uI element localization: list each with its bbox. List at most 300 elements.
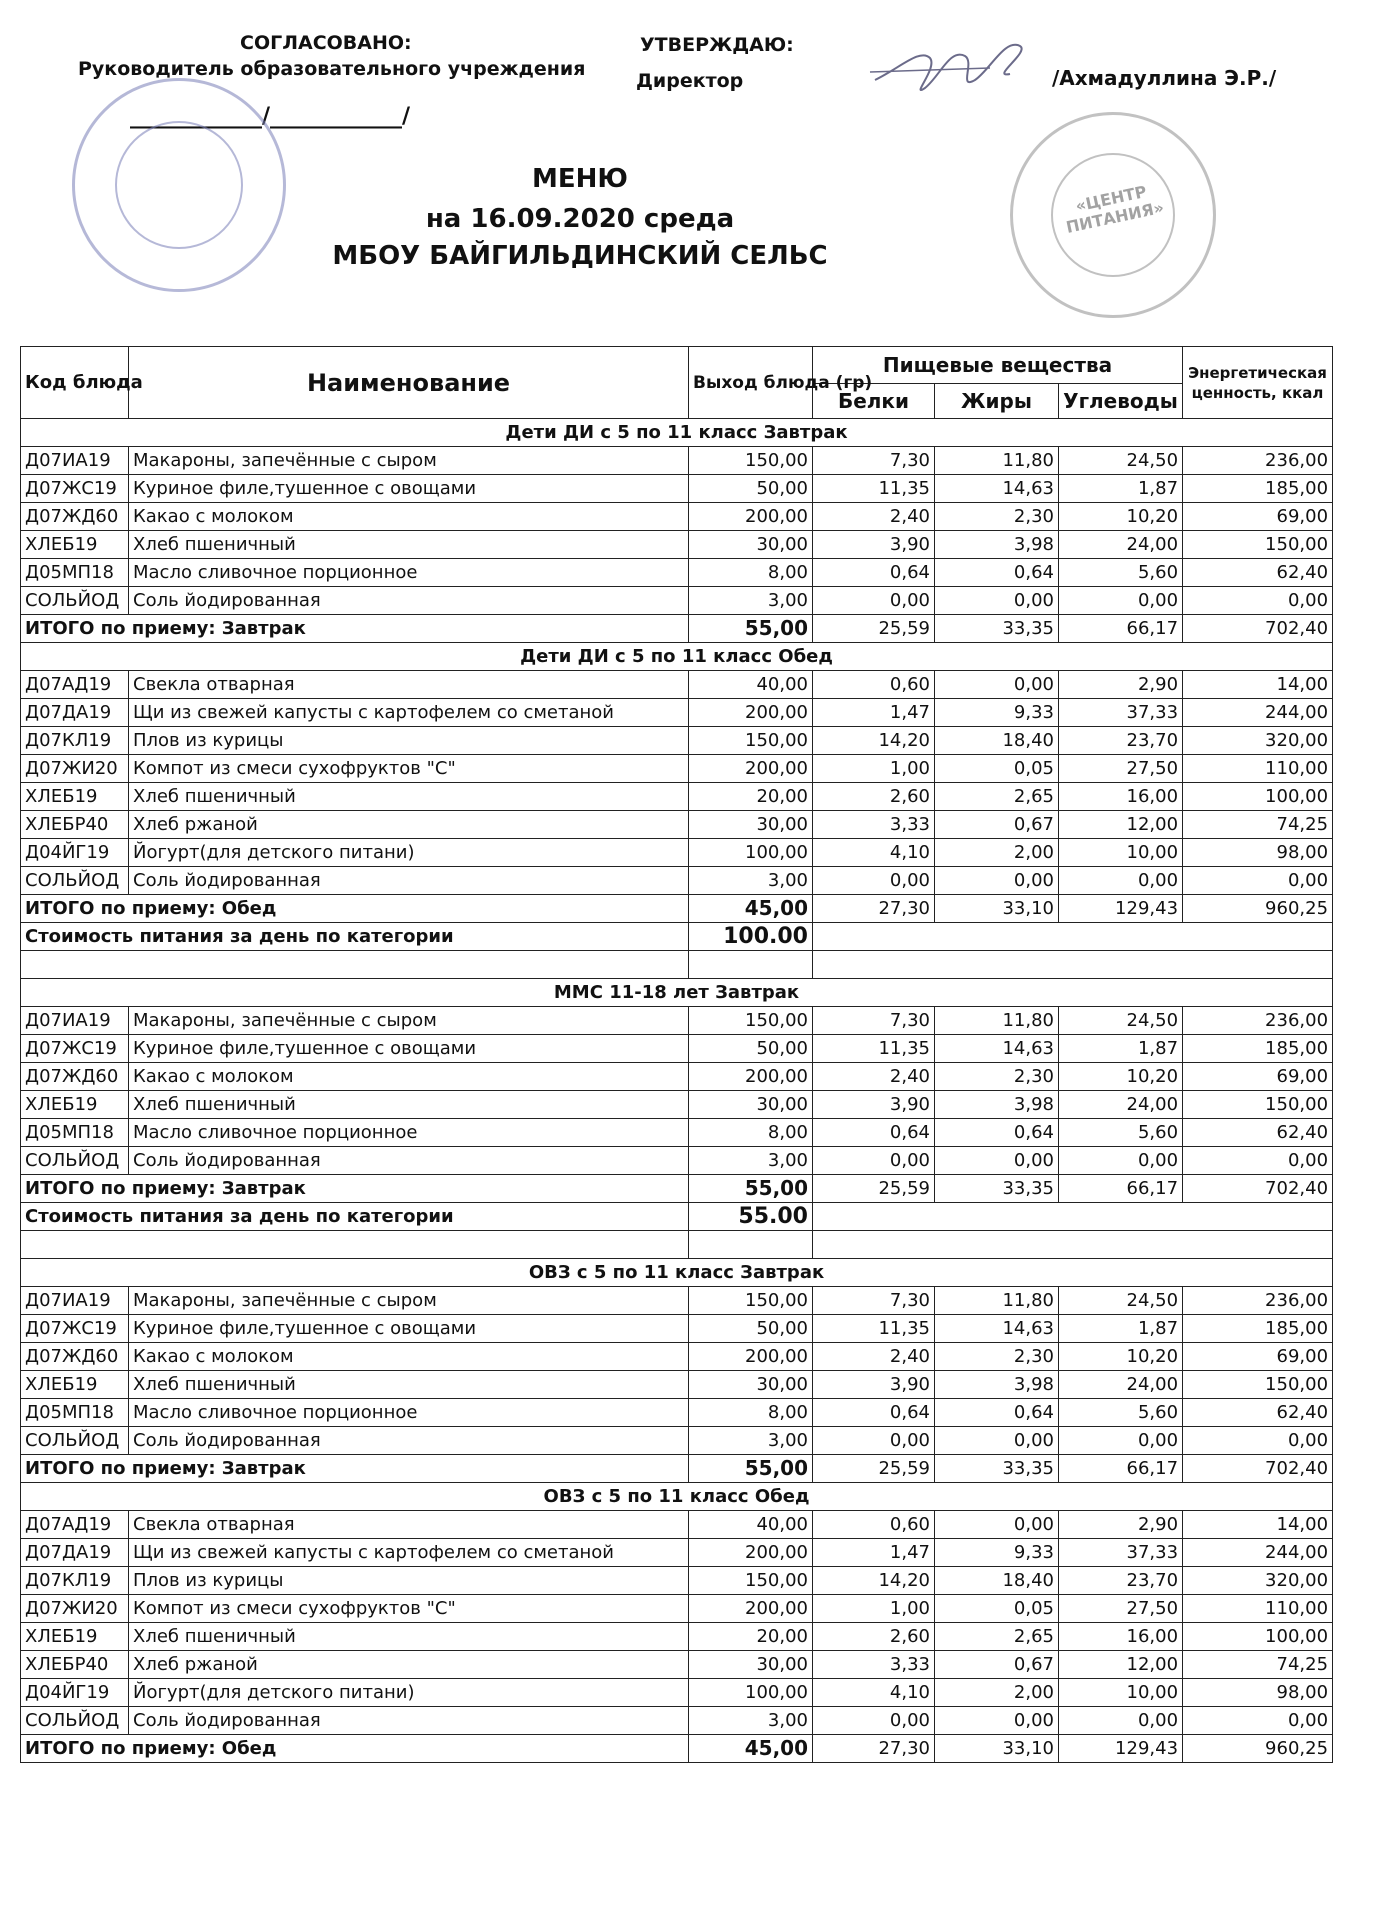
total-label: ИТОГО по приему: Обед <box>21 1735 689 1763</box>
dish-protein: 1,00 <box>813 755 935 783</box>
dish-carbs: 5,60 <box>1059 1399 1183 1427</box>
dish-name: Макароны, запечённые с сыром <box>129 1007 689 1035</box>
dish-energy: 110,00 <box>1183 755 1333 783</box>
dish-yield: 50,00 <box>689 475 813 503</box>
dish-name: Хлеб пшеничный <box>129 1091 689 1119</box>
total-carbs: 129,43 <box>1059 895 1183 923</box>
dish-yield: 3,00 <box>689 1707 813 1735</box>
total-protein: 25,59 <box>813 1175 935 1203</box>
dish-yield: 50,00 <box>689 1315 813 1343</box>
dish-fat: 2,30 <box>935 1343 1059 1371</box>
dish-yield: 3,00 <box>689 1427 813 1455</box>
school-name: МБОУ БАЙГИЛЬДИНСКИЙ СЕЛЬС <box>332 241 828 271</box>
table-row <box>21 559 1333 587</box>
dish-code: Д05МП18 <box>21 1399 129 1427</box>
total-energy: 960,25 <box>1183 895 1333 923</box>
dish-name: Какао с молоком <box>129 1063 689 1091</box>
total-carbs: 66,17 <box>1059 1175 1183 1203</box>
section-title: ОВЗ с 5 по 11 класс Обед <box>21 1483 1333 1511</box>
dish-yield: 200,00 <box>689 1063 813 1091</box>
dish-name: Компот из смеси сухофруктов "С" <box>129 755 689 783</box>
dish-energy: 320,00 <box>1183 1567 1333 1595</box>
total-label: ИТОГО по приему: Завтрак <box>21 1175 689 1203</box>
dish-protein: 3,33 <box>813 1651 935 1679</box>
dish-fat: 0,67 <box>935 811 1059 839</box>
dish-name: Щи из свежей капусты с картофелем со сметаной <box>129 699 689 727</box>
dish-yield: 30,00 <box>689 811 813 839</box>
approve-label: УТВЕРЖДАЮ: <box>640 34 794 56</box>
dish-fat: 11,80 <box>935 447 1059 475</box>
dish-fat: 9,33 <box>935 1539 1059 1567</box>
dish-code: Д05МП18 <box>21 559 129 587</box>
dish-code: Д07ЖИ20 <box>21 755 129 783</box>
total-fat: 33,35 <box>935 1455 1059 1483</box>
dish-energy: 0,00 <box>1183 587 1333 615</box>
section-header <box>21 1259 1333 1287</box>
table-row <box>21 1595 1333 1623</box>
dish-code: Д07ДА19 <box>21 1539 129 1567</box>
table-row <box>21 1539 1333 1567</box>
total-fat: 33,10 <box>935 1735 1059 1763</box>
dish-code: Д07ЖС19 <box>21 1035 129 1063</box>
table-row <box>21 727 1333 755</box>
total-label: ИТОГО по приему: Завтрак <box>21 1455 689 1483</box>
dish-code: Д07ЖД60 <box>21 503 129 531</box>
table-row <box>21 1567 1333 1595</box>
dish-fat: 11,80 <box>935 1007 1059 1035</box>
dish-carbs: 37,33 <box>1059 1539 1183 1567</box>
total-yield: 55,00 <box>689 615 813 643</box>
dish-name: Хлеб пшеничный <box>129 531 689 559</box>
table-row <box>21 811 1333 839</box>
dish-code: Д07ИА19 <box>21 1287 129 1315</box>
col-header-fat: Жиры <box>935 384 1059 419</box>
dish-code: Д07АД19 <box>21 671 129 699</box>
dish-name: Макароны, запечённые с сыром <box>129 447 689 475</box>
dish-code: Д04ЙГ19 <box>21 1679 129 1707</box>
dish-carbs: 0,00 <box>1059 587 1183 615</box>
blank-cell <box>689 951 813 979</box>
dish-fat: 14,63 <box>935 475 1059 503</box>
dish-yield: 100,00 <box>689 1679 813 1707</box>
dish-protein: 0,64 <box>813 1399 935 1427</box>
total-energy: 960,25 <box>1183 1735 1333 1763</box>
total-fat: 33,35 <box>935 1175 1059 1203</box>
dish-fat: 2,00 <box>935 839 1059 867</box>
dish-name: Хлеб ржаной <box>129 1651 689 1679</box>
blank-cell <box>689 1231 813 1259</box>
total-row <box>21 1735 1333 1763</box>
table-row <box>21 755 1333 783</box>
dish-energy: 98,00 <box>1183 1679 1333 1707</box>
dish-code: Д07ЖС19 <box>21 475 129 503</box>
dish-carbs: 24,50 <box>1059 1287 1183 1315</box>
dish-carbs: 37,33 <box>1059 699 1183 727</box>
table-row <box>21 1147 1333 1175</box>
cost-empty <box>813 1203 1333 1231</box>
dish-fat: 2,30 <box>935 1063 1059 1091</box>
dish-carbs: 12,00 <box>1059 811 1183 839</box>
table-row <box>21 671 1333 699</box>
dish-fat: 0,00 <box>935 587 1059 615</box>
dish-protein: 0,00 <box>813 1707 935 1735</box>
dish-name: Куриное филе,тушенное с овощами <box>129 1035 689 1063</box>
table-row <box>21 1091 1333 1119</box>
dish-yield: 150,00 <box>689 1007 813 1035</box>
dish-code: Д07АД19 <box>21 1511 129 1539</box>
dish-carbs: 24,50 <box>1059 1007 1183 1035</box>
dish-name: Хлеб ржаной <box>129 811 689 839</box>
dish-code: СОЛЬЙОД <box>21 1147 129 1175</box>
dish-protein: 7,30 <box>813 1007 935 1035</box>
col-header-protein: Белки <box>813 384 935 419</box>
dish-code: ХЛЕБ19 <box>21 1371 129 1399</box>
dish-carbs: 10,20 <box>1059 1343 1183 1371</box>
total-energy: 702,40 <box>1183 615 1333 643</box>
dish-yield: 200,00 <box>689 1343 813 1371</box>
dish-yield: 150,00 <box>689 447 813 475</box>
dish-protein: 3,90 <box>813 531 935 559</box>
dish-yield: 40,00 <box>689 671 813 699</box>
dish-protein: 0,64 <box>813 559 935 587</box>
dish-name: Хлеб пшеничный <box>129 783 689 811</box>
dish-carbs: 23,70 <box>1059 1567 1183 1595</box>
dish-protein: 11,35 <box>813 475 935 503</box>
table-row <box>21 1371 1333 1399</box>
dish-fat: 0,00 <box>935 1147 1059 1175</box>
dish-yield: 200,00 <box>689 755 813 783</box>
dish-yield: 200,00 <box>689 503 813 531</box>
total-yield: 55,00 <box>689 1455 813 1483</box>
total-fat: 33,10 <box>935 895 1059 923</box>
section-title: ММС 11-18 лет Завтрак <box>21 979 1333 1007</box>
dish-carbs: 12,00 <box>1059 1651 1183 1679</box>
table-row <box>21 1119 1333 1147</box>
blank-cell <box>21 1231 689 1259</box>
dish-code: СОЛЬЙОД <box>21 867 129 895</box>
dish-carbs: 1,87 <box>1059 475 1183 503</box>
dish-name: Соль йодированная <box>129 1427 689 1455</box>
dish-name: Хлеб пшеничный <box>129 1371 689 1399</box>
menu-date: на 16.09.2020 среда <box>425 204 735 234</box>
col-header-energy: Энергетическая ценность, ккал <box>1183 347 1333 419</box>
dish-code: ХЛЕБ19 <box>21 531 129 559</box>
cost-value: 55.00 <box>689 1203 813 1231</box>
dish-fat: 2,65 <box>935 783 1059 811</box>
dish-code: ХЛЕБ19 <box>21 1091 129 1119</box>
cost-empty <box>813 923 1333 951</box>
total-fat: 33,35 <box>935 615 1059 643</box>
cost-row <box>21 1203 1333 1231</box>
dish-yield: 30,00 <box>689 1091 813 1119</box>
dish-energy: 100,00 <box>1183 1623 1333 1651</box>
dish-name: Плов из курицы <box>129 1567 689 1595</box>
dish-code: СОЛЬЙОД <box>21 1707 129 1735</box>
dish-name: Масло сливочное порционное <box>129 559 689 587</box>
dish-code: СОЛЬЙОД <box>21 587 129 615</box>
table-row <box>21 1623 1333 1651</box>
dish-protein: 0,00 <box>813 1147 935 1175</box>
dish-protein: 14,20 <box>813 727 935 755</box>
dish-protein: 7,30 <box>813 1287 935 1315</box>
dish-energy: 69,00 <box>1183 1343 1333 1371</box>
dish-energy: 150,00 <box>1183 531 1333 559</box>
dish-protein: 1,00 <box>813 1595 935 1623</box>
dish-code: Д07ДА19 <box>21 699 129 727</box>
dish-energy: 74,25 <box>1183 811 1333 839</box>
dish-yield: 150,00 <box>689 1567 813 1595</box>
dish-carbs: 23,70 <box>1059 727 1183 755</box>
dish-yield: 100,00 <box>689 839 813 867</box>
dish-carbs: 10,00 <box>1059 1679 1183 1707</box>
dish-yield: 150,00 <box>689 727 813 755</box>
dish-energy: 185,00 <box>1183 1035 1333 1063</box>
dish-code: Д04ЙГ19 <box>21 839 129 867</box>
dish-fat: 0,00 <box>935 1511 1059 1539</box>
table-row <box>21 1343 1333 1371</box>
table-row <box>21 475 1333 503</box>
dish-carbs: 2,90 <box>1059 1511 1183 1539</box>
dish-energy: 98,00 <box>1183 839 1333 867</box>
dish-protein: 3,33 <box>813 811 935 839</box>
dish-yield: 30,00 <box>689 1651 813 1679</box>
dish-yield: 8,00 <box>689 1399 813 1427</box>
table-row <box>21 839 1333 867</box>
dish-name: Масло сливочное порционное <box>129 1119 689 1147</box>
dish-name: Свекла отварная <box>129 671 689 699</box>
dish-name: Масло сливочное порционное <box>129 1399 689 1427</box>
dish-code: СОЛЬЙОД <box>21 1427 129 1455</box>
dish-fat: 3,98 <box>935 1091 1059 1119</box>
dish-energy: 69,00 <box>1183 1063 1333 1091</box>
dish-yield: 50,00 <box>689 1035 813 1063</box>
dish-protein: 0,64 <box>813 1119 935 1147</box>
dish-name: Соль йодированная <box>129 1707 689 1735</box>
stamp-text: «ЦЕНТР ПИТАНИЯ» <box>1064 181 1166 237</box>
blank-cell <box>21 951 689 979</box>
blank-row <box>21 1231 1333 1259</box>
dish-carbs: 10,20 <box>1059 1063 1183 1091</box>
dish-energy: 236,00 <box>1183 447 1333 475</box>
dish-energy: 74,25 <box>1183 1651 1333 1679</box>
dish-fat: 11,80 <box>935 1287 1059 1315</box>
cost-row <box>21 923 1333 951</box>
section-header <box>21 1483 1333 1511</box>
dish-code: ХЛЕБ19 <box>21 1623 129 1651</box>
dish-carbs: 5,60 <box>1059 559 1183 587</box>
section-header <box>21 979 1333 1007</box>
dish-name: Соль йодированная <box>129 1147 689 1175</box>
col-header-name: Наименование <box>129 347 689 419</box>
table-row <box>21 531 1333 559</box>
dish-energy: 100,00 <box>1183 783 1333 811</box>
section-title: ОВЗ с 5 по 11 класс Завтрак <box>21 1259 1333 1287</box>
dish-energy: 320,00 <box>1183 727 1333 755</box>
director-name: /Ахмадуллина Э.Р./ <box>1052 66 1277 90</box>
blank-row <box>21 951 1333 979</box>
dish-name: Куриное филе,тушенное с овощами <box>129 1315 689 1343</box>
dish-energy: 150,00 <box>1183 1091 1333 1119</box>
total-protein: 27,30 <box>813 1735 935 1763</box>
dish-energy: 14,00 <box>1183 671 1333 699</box>
dish-code: ХЛЕБР40 <box>21 1651 129 1679</box>
menu-body <box>21 419 1333 1763</box>
approved-label: СОГЛАСОВАНО: <box>240 32 412 54</box>
table-row <box>21 1063 1333 1091</box>
dish-yield: 20,00 <box>689 1623 813 1651</box>
dish-code: Д07ЖС19 <box>21 1315 129 1343</box>
dish-carbs: 16,00 <box>1059 783 1183 811</box>
dish-fat: 0,00 <box>935 867 1059 895</box>
table-row <box>21 867 1333 895</box>
dish-energy: 244,00 <box>1183 1539 1333 1567</box>
total-energy: 702,40 <box>1183 1455 1333 1483</box>
section-header <box>21 643 1333 671</box>
dish-energy: 110,00 <box>1183 1595 1333 1623</box>
dish-fat: 0,00 <box>935 671 1059 699</box>
dish-yield: 3,00 <box>689 1147 813 1175</box>
total-label: ИТОГО по приему: Завтрак <box>21 615 689 643</box>
table-row <box>21 1287 1333 1315</box>
dish-code: Д07ЖИ20 <box>21 1595 129 1623</box>
dish-protein: 0,00 <box>813 587 935 615</box>
dish-energy: 62,40 <box>1183 559 1333 587</box>
table-row <box>21 1007 1333 1035</box>
table-row <box>21 1399 1333 1427</box>
total-protein: 25,59 <box>813 1455 935 1483</box>
dish-carbs: 27,50 <box>1059 755 1183 783</box>
dish-fat: 2,00 <box>935 1679 1059 1707</box>
cost-label: Стоимость питания за день по категории <box>21 923 689 951</box>
table-row <box>21 1315 1333 1343</box>
dish-protein: 1,47 <box>813 699 935 727</box>
total-carbs: 129,43 <box>1059 1735 1183 1763</box>
dish-fat: 2,65 <box>935 1623 1059 1651</box>
dish-code: Д07КЛ19 <box>21 1567 129 1595</box>
dish-name: Соль йодированная <box>129 587 689 615</box>
dish-code: Д07ИА19 <box>21 1007 129 1035</box>
total-carbs: 66,17 <box>1059 1455 1183 1483</box>
dish-yield: 3,00 <box>689 867 813 895</box>
dish-protein: 3,90 <box>813 1371 935 1399</box>
dish-fat: 14,63 <box>935 1035 1059 1063</box>
dish-fat: 0,05 <box>935 1595 1059 1623</box>
table-row <box>21 447 1333 475</box>
dish-yield: 200,00 <box>689 1595 813 1623</box>
table-row <box>21 783 1333 811</box>
dish-carbs: 5,60 <box>1059 1119 1183 1147</box>
dish-yield: 40,00 <box>689 1511 813 1539</box>
col-header-code: Код блюда <box>21 347 129 419</box>
total-yield: 55,00 <box>689 1175 813 1203</box>
dish-fat: 9,33 <box>935 699 1059 727</box>
total-row <box>21 615 1333 643</box>
dish-code: Д07ЖД60 <box>21 1343 129 1371</box>
dish-yield: 30,00 <box>689 531 813 559</box>
table-row <box>21 1511 1333 1539</box>
dish-energy: 236,00 <box>1183 1287 1333 1315</box>
dish-name: Куриное филе,тушенное с овощами <box>129 475 689 503</box>
dish-energy: 150,00 <box>1183 1371 1333 1399</box>
dish-name: Компот из смеси сухофруктов "С" <box>129 1595 689 1623</box>
dish-name: Макароны, запечённые с сыром <box>129 1287 689 1315</box>
dish-protein: 2,60 <box>813 1623 935 1651</box>
dish-carbs: 1,87 <box>1059 1315 1183 1343</box>
dish-carbs: 16,00 <box>1059 1623 1183 1651</box>
dish-energy: 244,00 <box>1183 699 1333 727</box>
total-carbs: 66,17 <box>1059 615 1183 643</box>
dish-carbs: 2,90 <box>1059 671 1183 699</box>
dish-energy: 14,00 <box>1183 1511 1333 1539</box>
dish-fat: 0,67 <box>935 1651 1059 1679</box>
cost-value: 100.00 <box>689 923 813 951</box>
dish-fat: 0,05 <box>935 755 1059 783</box>
dish-protein: 2,40 <box>813 1343 935 1371</box>
dish-energy: 185,00 <box>1183 1315 1333 1343</box>
dish-protein: 7,30 <box>813 447 935 475</box>
blank-cell <box>813 951 1333 979</box>
dish-name: Соль йодированная <box>129 867 689 895</box>
dish-protein: 14,20 <box>813 1567 935 1595</box>
dish-name: Плов из курицы <box>129 727 689 755</box>
dish-carbs: 0,00 <box>1059 1147 1183 1175</box>
dish-carbs: 24,00 <box>1059 531 1183 559</box>
dish-energy: 0,00 <box>1183 1427 1333 1455</box>
dish-energy: 0,00 <box>1183 867 1333 895</box>
approved-role: Руководитель образовательного учреждения <box>78 58 586 80</box>
dish-carbs: 10,20 <box>1059 503 1183 531</box>
dish-name: Щи из свежей капусты с картофелем со сметаной <box>129 1539 689 1567</box>
table-row <box>21 699 1333 727</box>
dish-name: Хлеб пшеничный <box>129 1623 689 1651</box>
dish-yield: 3,00 <box>689 587 813 615</box>
dish-energy: 0,00 <box>1183 1707 1333 1735</box>
menu-table <box>20 346 1333 1763</box>
col-header-yield: Выход блюда (гр) <box>689 347 813 419</box>
approve-role: Директор <box>636 70 744 92</box>
dish-protein: 3,90 <box>813 1091 935 1119</box>
dish-fat: 3,98 <box>935 531 1059 559</box>
dish-protein: 0,00 <box>813 1427 935 1455</box>
section-header <box>21 419 1333 447</box>
dish-energy: 236,00 <box>1183 1007 1333 1035</box>
section-title: Дети ДИ с 5 по 11 класс Обед <box>21 643 1333 671</box>
dish-protein: 0,60 <box>813 1511 935 1539</box>
table-row <box>21 1707 1333 1735</box>
dish-energy: 62,40 <box>1183 1399 1333 1427</box>
table-row <box>21 1035 1333 1063</box>
dish-protein: 2,60 <box>813 783 935 811</box>
dish-carbs: 0,00 <box>1059 1707 1183 1735</box>
total-energy: 702,40 <box>1183 1175 1333 1203</box>
col-header-nutrients: Пищевые вещества <box>813 347 1183 384</box>
total-row <box>21 1455 1333 1483</box>
dish-fat: 0,00 <box>935 1427 1059 1455</box>
dish-code: Д05МП18 <box>21 1119 129 1147</box>
dish-carbs: 10,00 <box>1059 839 1183 867</box>
dish-yield: 200,00 <box>689 699 813 727</box>
dish-carbs: 0,00 <box>1059 867 1183 895</box>
dish-carbs: 24,50 <box>1059 447 1183 475</box>
dish-code: ХЛЕБ19 <box>21 783 129 811</box>
dish-fat: 0,64 <box>935 559 1059 587</box>
dish-name: Свекла отварная <box>129 1511 689 1539</box>
dish-name: Какао с молоком <box>129 1343 689 1371</box>
dish-carbs: 1,87 <box>1059 1035 1183 1063</box>
dish-fat: 18,40 <box>935 1567 1059 1595</box>
dish-name: Йогурт(для детского питани) <box>129 1679 689 1707</box>
dish-energy: 0,00 <box>1183 1147 1333 1175</box>
